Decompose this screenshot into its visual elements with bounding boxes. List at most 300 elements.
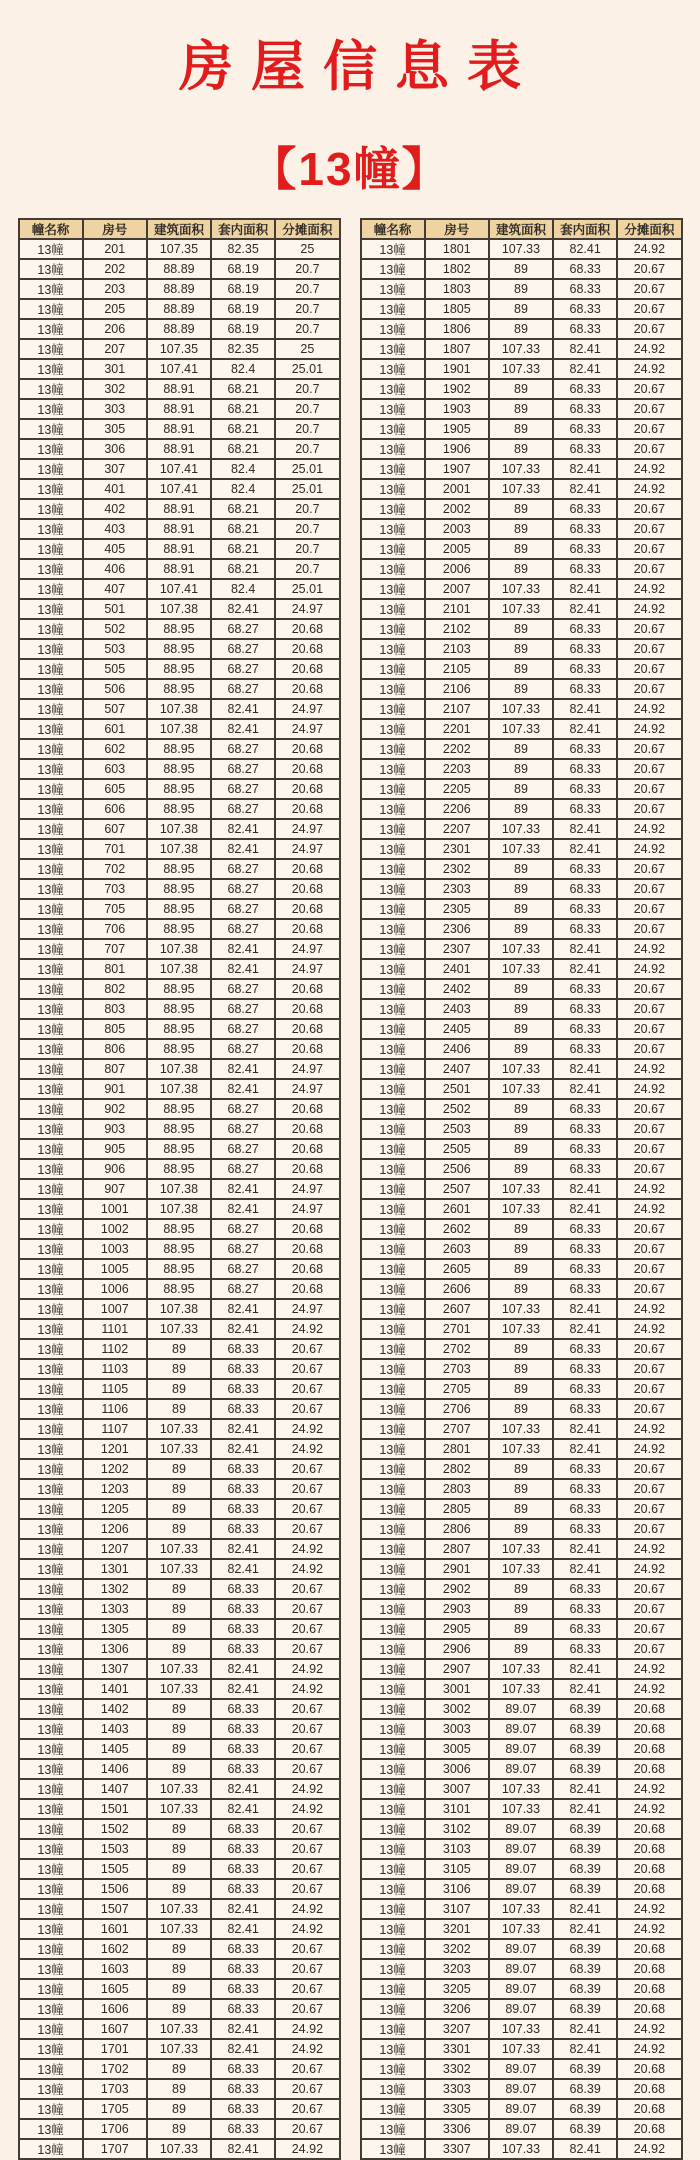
cell-building-name: 13幢 xyxy=(19,1479,83,1499)
cell-inner-area: 68.33 xyxy=(553,679,617,699)
cell-shared-area: 20.68 xyxy=(275,619,339,639)
cell-room-number: 2601 xyxy=(425,1199,489,1219)
cell-gross-area: 89 xyxy=(147,1519,211,1539)
cell-inner-area: 82.4 xyxy=(211,359,275,379)
cell-inner-area: 68.21 xyxy=(211,519,275,539)
cell-room-number: 2106 xyxy=(425,679,489,699)
cell-shared-area: 20.67 xyxy=(617,1339,681,1359)
cell-gross-area: 89 xyxy=(489,1119,553,1139)
cell-shared-area: 20.67 xyxy=(275,1759,339,1779)
cell-building-name: 13幢 xyxy=(19,2039,83,2059)
column-header-building-name: 幢名称 xyxy=(361,219,425,239)
cell-building-name: 13幢 xyxy=(361,459,425,479)
cell-inner-area: 68.33 xyxy=(211,1719,275,1739)
cell-building-name: 13幢 xyxy=(19,459,83,479)
cell-shared-area: 20.67 xyxy=(617,999,681,1019)
cell-room-number: 3205 xyxy=(425,1979,489,1999)
cell-shared-area: 24.92 xyxy=(617,1559,681,1579)
cell-shared-area: 20.67 xyxy=(617,259,681,279)
cell-shared-area: 20.67 xyxy=(275,1619,339,1639)
cell-building-name: 13幢 xyxy=(19,859,83,879)
cell-gross-area: 88.95 xyxy=(147,1019,211,1039)
cell-inner-area: 68.33 xyxy=(211,2099,275,2119)
cell-building-name: 13幢 xyxy=(361,1739,425,1759)
cell-shared-area: 20.67 xyxy=(617,1499,681,1519)
cell-building-name: 13幢 xyxy=(19,439,83,459)
cell-building-name: 13幢 xyxy=(19,1939,83,1959)
cell-room-number: 1806 xyxy=(425,319,489,339)
table-row xyxy=(361,339,682,359)
cell-gross-area: 88.95 xyxy=(147,919,211,939)
cell-inner-area: 68.33 xyxy=(553,499,617,519)
cell-building-name: 13幢 xyxy=(361,1499,425,1519)
table-row xyxy=(361,239,682,259)
cell-building-name: 13幢 xyxy=(361,399,425,419)
cell-building-name: 13幢 xyxy=(361,2039,425,2059)
cell-room-number: 2906 xyxy=(425,1639,489,1659)
cell-gross-area: 89 xyxy=(489,259,553,279)
cell-gross-area: 89 xyxy=(489,1479,553,1499)
cell-room-number: 2303 xyxy=(425,879,489,899)
cell-room-number: 1103 xyxy=(83,1359,147,1379)
table-row xyxy=(19,1499,340,1519)
cell-building-name: 13幢 xyxy=(361,419,425,439)
cell-gross-area: 107.33 xyxy=(147,1559,211,1579)
cell-room-number: 3001 xyxy=(425,1679,489,1699)
table-row xyxy=(19,1139,340,1159)
table-row xyxy=(361,1099,682,1119)
cell-shared-area: 24.92 xyxy=(275,1779,339,1799)
table-row xyxy=(361,859,682,879)
cell-building-name: 13幢 xyxy=(19,399,83,419)
table-row xyxy=(361,499,682,519)
cell-building-name: 13幢 xyxy=(361,359,425,379)
cell-shared-area: 24.92 xyxy=(275,1799,339,1819)
cell-gross-area: 88.91 xyxy=(147,379,211,399)
cell-building-name: 13幢 xyxy=(361,1459,425,1479)
cell-inner-area: 68.33 xyxy=(553,999,617,1019)
cell-building-name: 13幢 xyxy=(361,1339,425,1359)
cell-inner-area: 68.33 xyxy=(553,399,617,419)
cell-building-name: 13幢 xyxy=(19,739,83,759)
cell-room-number: 3101 xyxy=(425,1799,489,1819)
cell-shared-area: 20.67 xyxy=(617,1599,681,1619)
cell-gross-area: 89 xyxy=(147,1719,211,1739)
table-row xyxy=(19,939,340,959)
cell-room-number: 3107 xyxy=(425,1899,489,1919)
cell-room-number: 2403 xyxy=(425,999,489,1019)
cell-inner-area: 68.33 xyxy=(553,279,617,299)
cell-building-name: 13幢 xyxy=(19,819,83,839)
cell-room-number: 1901 xyxy=(425,359,489,379)
cell-building-name: 13幢 xyxy=(361,2139,425,2159)
cell-shared-area: 20.68 xyxy=(275,1279,339,1299)
cell-inner-area: 68.27 xyxy=(211,779,275,799)
cell-gross-area: 89 xyxy=(489,1279,553,1299)
cell-inner-area: 68.33 xyxy=(553,1119,617,1139)
cell-inner-area: 68.33 xyxy=(211,1399,275,1419)
cell-gross-area: 89.07 xyxy=(489,1879,553,1899)
cell-shared-area: 20.67 xyxy=(617,899,681,919)
cell-room-number: 207 xyxy=(83,339,147,359)
cell-gross-area: 89 xyxy=(489,1499,553,1519)
table-row xyxy=(19,319,340,339)
table-row xyxy=(361,1759,682,1779)
cell-gross-area: 107.33 xyxy=(489,1679,553,1699)
cell-building-name: 13幢 xyxy=(361,1719,425,1739)
cell-inner-area: 68.21 xyxy=(211,439,275,459)
cell-building-name: 13幢 xyxy=(19,999,83,1019)
cell-room-number: 2405 xyxy=(425,1019,489,1039)
cell-inner-area: 68.39 xyxy=(553,2119,617,2139)
table-row xyxy=(361,439,682,459)
cell-inner-area: 68.33 xyxy=(211,2059,275,2079)
cell-shared-area: 20.67 xyxy=(617,1639,681,1659)
cell-inner-area: 68.33 xyxy=(211,1879,275,1899)
cell-inner-area: 82.41 xyxy=(553,579,617,599)
cell-building-name: 13幢 xyxy=(19,1979,83,1999)
cell-shared-area: 24.92 xyxy=(617,1659,681,1679)
cell-inner-area: 68.27 xyxy=(211,739,275,759)
cell-shared-area: 24.92 xyxy=(617,839,681,859)
cell-shared-area: 20.67 xyxy=(617,759,681,779)
cell-shared-area: 24.97 xyxy=(275,939,339,959)
table-row xyxy=(19,2059,340,2079)
cell-shared-area: 20.67 xyxy=(617,639,681,659)
cell-inner-area: 68.33 xyxy=(553,739,617,759)
cell-gross-area: 89 xyxy=(147,1859,211,1879)
table-row xyxy=(19,899,340,919)
cell-gross-area: 89 xyxy=(489,1639,553,1659)
table-row xyxy=(19,239,340,259)
cell-inner-area: 68.27 xyxy=(211,1219,275,1239)
cell-shared-area: 20.67 xyxy=(617,299,681,319)
right-housing-table xyxy=(360,218,683,2160)
cell-building-name: 13幢 xyxy=(19,1019,83,1039)
cell-gross-area: 107.33 xyxy=(147,1439,211,1459)
cell-inner-area: 68.33 xyxy=(553,539,617,559)
cell-inner-area: 68.33 xyxy=(211,1839,275,1859)
cell-building-name: 13幢 xyxy=(19,1999,83,2019)
cell-inner-area: 82.41 xyxy=(211,1299,275,1319)
cell-shared-area: 20.67 xyxy=(617,319,681,339)
cell-shared-area: 24.92 xyxy=(617,2019,681,2039)
cell-inner-area: 68.33 xyxy=(553,1159,617,1179)
cell-room-number: 202 xyxy=(83,259,147,279)
left-housing-table xyxy=(18,218,341,2160)
cell-shared-area: 20.7 xyxy=(275,559,339,579)
table-row xyxy=(19,1199,340,1219)
cell-room-number: 1305 xyxy=(83,1619,147,1639)
cell-room-number: 606 xyxy=(83,799,147,819)
cell-shared-area: 24.92 xyxy=(617,1439,681,1459)
cell-inner-area: 68.33 xyxy=(211,2119,275,2139)
cell-room-number: 2401 xyxy=(425,959,489,979)
cell-gross-area: 107.41 xyxy=(147,459,211,479)
cell-room-number: 2206 xyxy=(425,799,489,819)
cell-inner-area: 82.41 xyxy=(553,1079,617,1099)
cell-shared-area: 24.97 xyxy=(275,1059,339,1079)
cell-inner-area: 68.33 xyxy=(553,779,617,799)
table-row xyxy=(19,1059,340,1079)
cell-room-number: 3302 xyxy=(425,2059,489,2079)
cell-shared-area: 24.92 xyxy=(275,1559,339,1579)
cell-inner-area: 68.33 xyxy=(553,1399,617,1419)
cell-shared-area: 20.67 xyxy=(617,1019,681,1039)
cell-inner-area: 82.41 xyxy=(211,699,275,719)
cell-building-name: 13幢 xyxy=(361,239,425,259)
cell-inner-area: 68.27 xyxy=(211,1279,275,1299)
cell-shared-area: 20.68 xyxy=(617,1999,681,2019)
cell-building-name: 13幢 xyxy=(19,1779,83,1799)
cell-building-name: 13幢 xyxy=(19,579,83,599)
table-row xyxy=(361,539,682,559)
cell-room-number: 807 xyxy=(83,1059,147,1079)
cell-gross-area: 89.07 xyxy=(489,2079,553,2099)
cell-inner-area: 82.41 xyxy=(553,1319,617,1339)
cell-room-number: 1201 xyxy=(83,1439,147,1459)
cell-shared-area: 24.92 xyxy=(617,1679,681,1699)
table-row xyxy=(19,1119,340,1139)
cell-shared-area: 24.92 xyxy=(617,719,681,739)
cell-shared-area: 20.68 xyxy=(275,659,339,679)
cell-gross-area: 89 xyxy=(147,1879,211,1899)
cell-inner-area: 68.33 xyxy=(211,1599,275,1619)
cell-shared-area: 20.67 xyxy=(617,659,681,679)
cell-inner-area: 82.35 xyxy=(211,339,275,359)
table-row xyxy=(361,1879,682,1899)
cell-gross-area: 107.38 xyxy=(147,1199,211,1219)
cell-room-number: 2803 xyxy=(425,1479,489,1499)
cell-room-number: 401 xyxy=(83,479,147,499)
cell-shared-area: 20.67 xyxy=(275,1639,339,1659)
table-row xyxy=(19,419,340,439)
table-row xyxy=(361,1979,682,1999)
cell-inner-area: 68.27 xyxy=(211,659,275,679)
cell-inner-area: 68.27 xyxy=(211,1099,275,1119)
cell-room-number: 1102 xyxy=(83,1339,147,1359)
table-row xyxy=(19,959,340,979)
cell-building-name: 13幢 xyxy=(361,439,425,459)
cell-shared-area: 20.67 xyxy=(617,979,681,999)
cell-room-number: 1106 xyxy=(83,1399,147,1419)
cell-building-name: 13幢 xyxy=(361,779,425,799)
cell-gross-area: 89 xyxy=(147,1759,211,1779)
table-row xyxy=(19,1799,340,1819)
table-row xyxy=(19,1259,340,1279)
cell-gross-area: 88.95 xyxy=(147,1159,211,1179)
cell-room-number: 3007 xyxy=(425,1779,489,1799)
cell-inner-area: 68.33 xyxy=(211,1699,275,1719)
cell-building-name: 13幢 xyxy=(19,1079,83,1099)
table-row xyxy=(361,679,682,699)
cell-gross-area: 89 xyxy=(147,1639,211,1659)
cell-shared-area: 20.67 xyxy=(275,1859,339,1879)
cell-inner-area: 68.33 xyxy=(553,1459,617,1479)
table-row xyxy=(19,859,340,879)
table-row xyxy=(361,1439,682,1459)
cell-room-number: 601 xyxy=(83,719,147,739)
table-row xyxy=(361,1419,682,1439)
cell-inner-area: 82.41 xyxy=(553,1679,617,1699)
cell-room-number: 2605 xyxy=(425,1259,489,1279)
table-row xyxy=(19,499,340,519)
cell-room-number: 1905 xyxy=(425,419,489,439)
cell-inner-area: 68.33 xyxy=(211,1859,275,1879)
cell-building-name: 13幢 xyxy=(361,1859,425,1879)
cell-building-name: 13幢 xyxy=(19,1959,83,1979)
cell-room-number: 1107 xyxy=(83,1419,147,1439)
cell-gross-area: 88.91 xyxy=(147,399,211,419)
cell-inner-area: 68.27 xyxy=(211,619,275,639)
cell-building-name: 13幢 xyxy=(361,1159,425,1179)
cell-gross-area: 89 xyxy=(147,1619,211,1639)
table-row xyxy=(361,319,682,339)
table-row xyxy=(19,659,340,679)
cell-gross-area: 89 xyxy=(489,639,553,659)
cell-shared-area: 20.68 xyxy=(617,1979,681,1999)
cell-shared-area: 20.67 xyxy=(617,1479,681,1499)
cell-gross-area: 89 xyxy=(489,1599,553,1619)
cell-room-number: 1202 xyxy=(83,1459,147,1479)
cell-building-name: 13幢 xyxy=(361,979,425,999)
table-row xyxy=(361,1239,682,1259)
cell-room-number: 1006 xyxy=(83,1279,147,1299)
table-row xyxy=(19,2079,340,2099)
cell-inner-area: 68.33 xyxy=(211,1939,275,1959)
table-row xyxy=(19,1819,340,1839)
table-row xyxy=(19,1679,340,1699)
cell-gross-area: 88.89 xyxy=(147,279,211,299)
cell-building-name: 13幢 xyxy=(19,559,83,579)
cell-inner-area: 82.41 xyxy=(553,939,617,959)
cell-inner-area: 68.39 xyxy=(553,1859,617,1879)
cell-room-number: 1302 xyxy=(83,1579,147,1599)
cell-room-number: 2901 xyxy=(425,1559,489,1579)
cell-shared-area: 20.68 xyxy=(617,2059,681,2079)
cell-room-number: 2805 xyxy=(425,1499,489,1519)
cell-gross-area: 89.07 xyxy=(489,1759,553,1779)
cell-inner-area: 68.33 xyxy=(211,1619,275,1639)
cell-gross-area: 89 xyxy=(147,2079,211,2099)
cell-inner-area: 68.33 xyxy=(553,619,617,639)
cell-gross-area: 89 xyxy=(147,1819,211,1839)
cell-inner-area: 82.41 xyxy=(553,1419,617,1439)
cell-building-name: 13幢 xyxy=(361,579,425,599)
table-row xyxy=(19,999,340,1019)
cell-gross-area: 89.07 xyxy=(489,1979,553,1999)
cell-gross-area: 107.33 xyxy=(489,1899,553,1919)
cell-gross-area: 88.95 xyxy=(147,999,211,1019)
cell-inner-area: 68.39 xyxy=(553,1819,617,1839)
table-row xyxy=(19,339,340,359)
table-row xyxy=(361,1499,682,1519)
cell-gross-area: 89 xyxy=(489,659,553,679)
cell-inner-area: 82.41 xyxy=(553,719,617,739)
cell-inner-area: 68.21 xyxy=(211,559,275,579)
cell-room-number: 806 xyxy=(83,1039,147,1059)
cell-gross-area: 107.38 xyxy=(147,699,211,719)
cell-building-name: 13幢 xyxy=(19,379,83,399)
cell-gross-area: 89.07 xyxy=(489,1859,553,1879)
cell-building-name: 13幢 xyxy=(361,639,425,659)
cell-shared-area: 20.67 xyxy=(617,739,681,759)
cell-room-number: 2005 xyxy=(425,539,489,559)
table-row xyxy=(361,1599,682,1619)
cell-inner-area: 68.21 xyxy=(211,539,275,559)
cell-room-number: 1407 xyxy=(83,1779,147,1799)
cell-shared-area: 24.92 xyxy=(617,939,681,959)
cell-room-number: 905 xyxy=(83,1139,147,1159)
cell-gross-area: 89 xyxy=(489,1359,553,1379)
cell-inner-area: 82.41 xyxy=(211,2019,275,2039)
cell-building-name: 13幢 xyxy=(361,759,425,779)
cell-room-number: 501 xyxy=(83,599,147,619)
cell-shared-area: 20.7 xyxy=(275,499,339,519)
cell-gross-area: 107.33 xyxy=(147,1919,211,1939)
cell-gross-area: 88.95 xyxy=(147,1099,211,1119)
cell-inner-area: 68.33 xyxy=(553,1239,617,1259)
cell-room-number: 3305 xyxy=(425,2099,489,2119)
table-row xyxy=(19,979,340,999)
cell-room-number: 801 xyxy=(83,959,147,979)
cell-room-number: 1703 xyxy=(83,2079,147,2099)
cell-room-number: 205 xyxy=(83,299,147,319)
cell-gross-area: 89.07 xyxy=(489,1959,553,1979)
cell-building-name: 13幢 xyxy=(361,1519,425,1539)
cell-building-name: 13幢 xyxy=(361,2119,425,2139)
cell-shared-area: 24.97 xyxy=(275,959,339,979)
cell-building-name: 13幢 xyxy=(19,799,83,819)
cell-room-number: 1001 xyxy=(83,1199,147,1219)
table-row xyxy=(361,1179,682,1199)
cell-gross-area: 107.33 xyxy=(489,239,553,259)
cell-inner-area: 68.27 xyxy=(211,999,275,1019)
cell-building-name: 13幢 xyxy=(361,2019,425,2039)
cell-inner-area: 68.33 xyxy=(553,319,617,339)
cell-gross-area: 89 xyxy=(489,759,553,779)
cell-gross-area: 89 xyxy=(147,1379,211,1399)
cell-gross-area: 107.33 xyxy=(489,699,553,719)
cell-room-number: 705 xyxy=(83,899,147,919)
cell-inner-area: 68.21 xyxy=(211,419,275,439)
cell-inner-area: 68.39 xyxy=(553,1979,617,1999)
cell-gross-area: 88.95 xyxy=(147,1219,211,1239)
cell-shared-area: 20.67 xyxy=(617,619,681,639)
cell-building-name: 13幢 xyxy=(361,1039,425,1059)
cell-inner-area: 68.33 xyxy=(211,1519,275,1539)
cell-building-name: 13幢 xyxy=(19,279,83,299)
cell-gross-area: 107.33 xyxy=(489,1319,553,1339)
cell-inner-area: 82.41 xyxy=(211,1779,275,1799)
cell-inner-area: 82.41 xyxy=(553,1559,617,1579)
cell-inner-area: 68.33 xyxy=(211,1359,275,1379)
table-row xyxy=(361,1299,682,1319)
cell-room-number: 3206 xyxy=(425,1999,489,2019)
cell-gross-area: 89 xyxy=(489,679,553,699)
cell-inner-area: 68.19 xyxy=(211,259,275,279)
cell-inner-area: 82.41 xyxy=(553,1799,617,1819)
table-row xyxy=(361,519,682,539)
cell-inner-area: 82.41 xyxy=(553,239,617,259)
cell-inner-area: 68.27 xyxy=(211,1139,275,1159)
cell-building-name: 13幢 xyxy=(19,319,83,339)
cell-inner-area: 68.33 xyxy=(553,259,617,279)
cell-gross-area: 89 xyxy=(489,439,553,459)
table-row xyxy=(19,739,340,759)
table-row xyxy=(361,1039,682,1059)
cell-building-name: 13幢 xyxy=(361,1259,425,1279)
